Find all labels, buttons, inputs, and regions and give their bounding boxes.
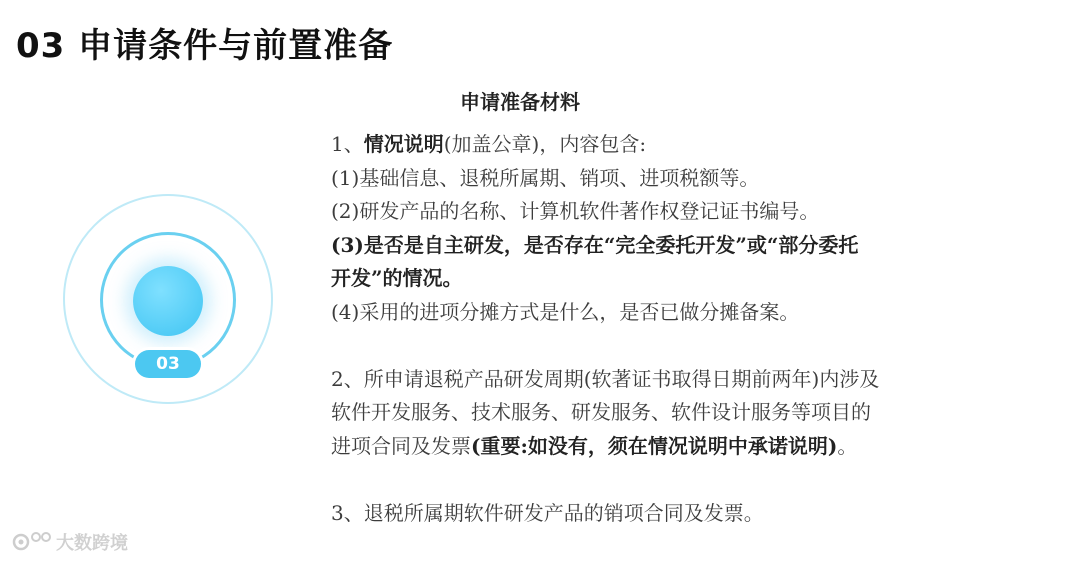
item-2-important-note: (重要:如没有，须在情况说明中承诺说明) [471, 433, 838, 458]
watermark-text: 大数跨境 [56, 533, 128, 554]
item-1-sub-3-line-1: (3)是否是自主研发，是否存在“完全委托开发”或“部分委托 [331, 232, 859, 257]
item-1-bold-label: 情况说明 [363, 132, 444, 156]
materials-list [331, 128, 1021, 530]
item-2-line-3-end: 。 [837, 433, 858, 458]
item-1-sub-4: (4)采用的进项分摊方式是什么，是否已做分摊备案。 [331, 299, 800, 324]
item-1-sub-1: (1)基础信息、退税所属期、销项、进项税额等。 [331, 165, 760, 190]
item-1-heading [331, 128, 1021, 162]
item-1-number: 1、 [331, 132, 364, 156]
logo-icon [12, 531, 52, 553]
item-2-line-2: 软件开发服务、技术服务、研发服务、软件设计服务等项目的 [331, 400, 871, 424]
spacer [331, 463, 1021, 497]
decorative-circle-graphic [63, 190, 275, 412]
item-2-line-1: 2、所申请退税产品研发周期(软著证书取得日期前两年)内涉及 [331, 366, 880, 391]
item-2-line-3 [331, 430, 1021, 464]
item-1-rest: (加盖公章)，内容包含: [443, 132, 647, 156]
item-1-sub-3-line-2: 开发”的情况。 [331, 266, 463, 290]
item-3-line-1: 3、退税所属期软件研发产品的销项合同及发票。 [331, 500, 764, 525]
section-number-badge: 03 [135, 350, 201, 378]
page-title: 03 申请条件与前置准备 [16, 26, 394, 66]
center-circle [133, 266, 203, 336]
watermark [12, 529, 128, 555]
section-heading: 申请准备材料 [460, 90, 580, 114]
item-1-sub-2: (2)研发产品的名称、计算机软件著作权登记证书编号。 [331, 199, 820, 223]
spacer [331, 329, 1021, 363]
item-2-line-3-plain: 进项合同及发票 [331, 433, 471, 458]
